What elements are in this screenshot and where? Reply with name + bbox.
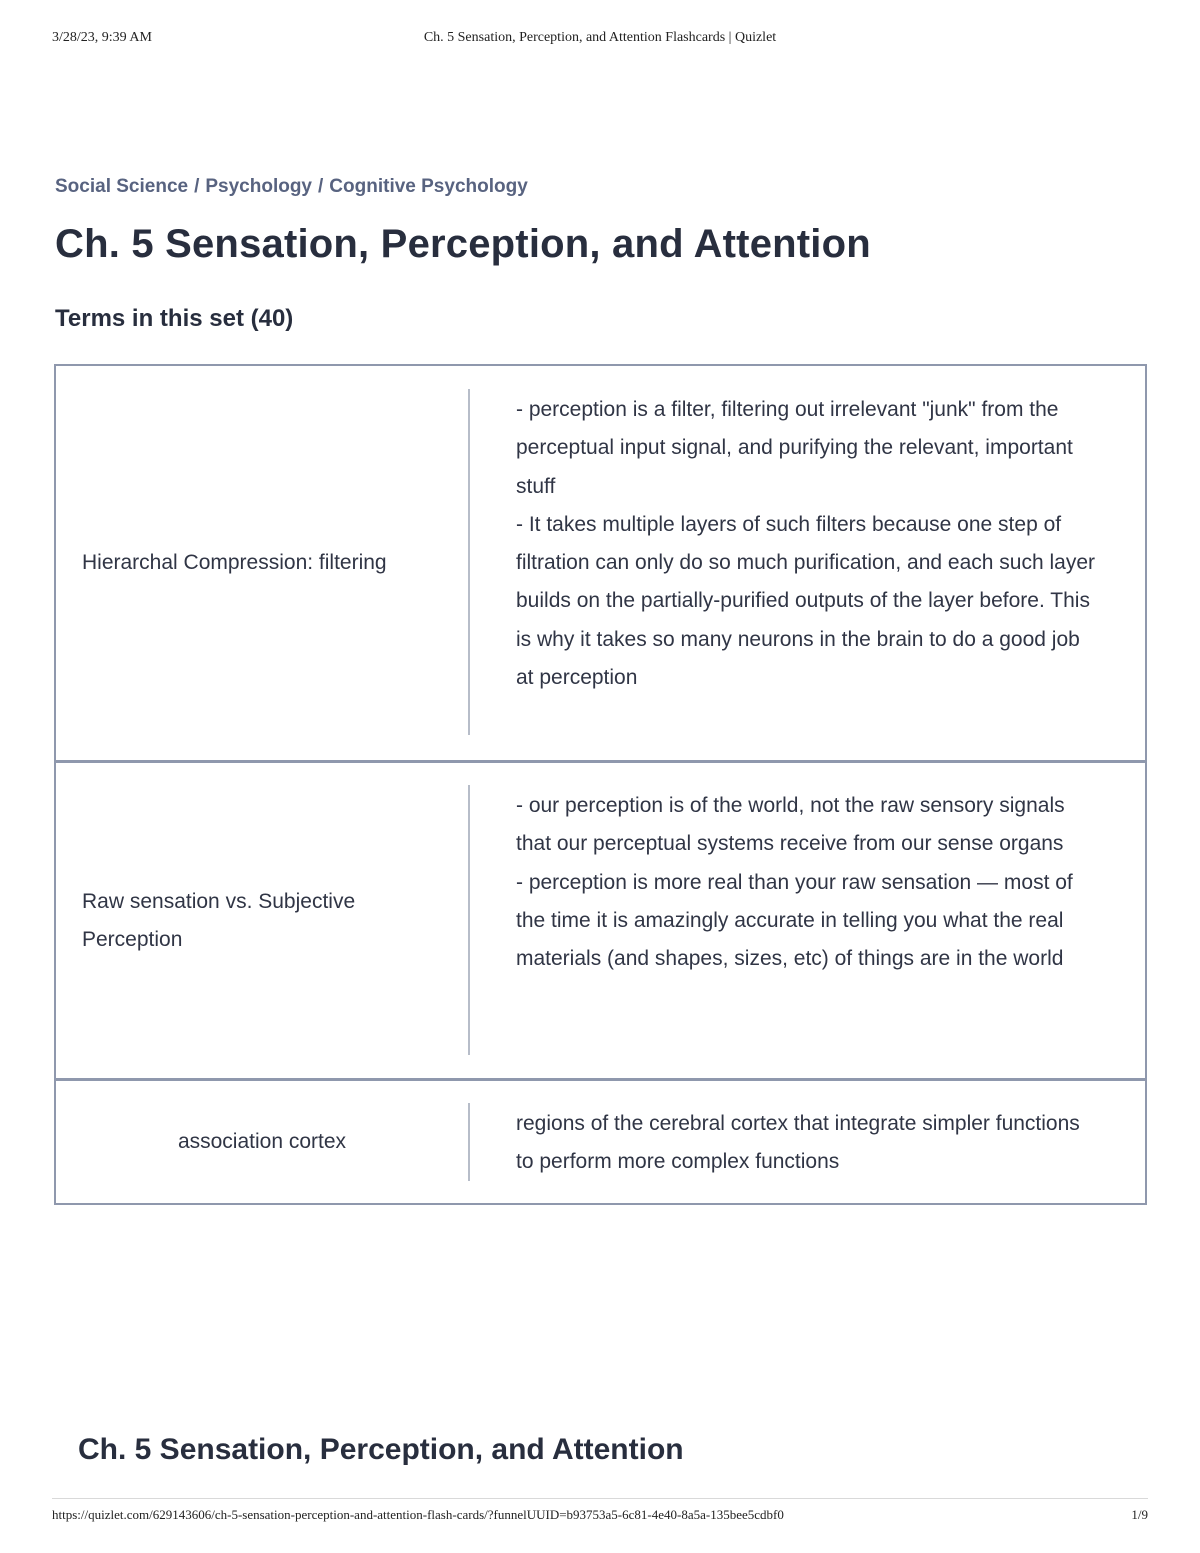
definition-line: - perception is a filter, filtering out irrelevant "junk" from the perceptual input signal, and purifying the relevant, important stuff [516,398,1073,498]
definition-line: - our perception is of the world, not the raw sensory signals that our perceptual systems receive from our sense organs [516,794,1065,856]
page-title: Ch. 5 Sensation, Perception, and Attention [55,222,871,266]
definition-line: - perception is more real than your raw sensation — most of the time it is amazingly accurate in telling you what the real materials (and shapes, sizes, etc) of things are in the world [516,870,1073,971]
print-date: 3/28/23, 9:39 AM [52,30,152,45]
breadcrumb-link-psychology[interactable]: Psychology [205,176,313,197]
print-header [52,30,1148,50]
term-definition-divider [468,1103,470,1181]
print-page-number: 1/9 [1131,1507,1148,1522]
breadcrumb-link-social-science[interactable]: Social Science [55,176,189,197]
breadcrumb-separator: / [194,176,200,197]
section-title: Ch. 5 Sensation, Perception, and Attention [78,1433,684,1466]
term-definition-divider [468,785,470,1055]
flashcard-row [56,1078,1145,1203]
terms-count-heading: Terms in this set (40) [55,305,294,332]
flashcard-row [56,760,1145,1078]
flashcard-term: Hierarchal Compression: filtering [82,551,387,574]
definition-line: regions of the cerebral cortex that integrate simpler functions to perform more complex functions [516,1112,1080,1174]
definition-line: - It takes multiple layers of such filters because one step of filtration can only do so much purification, and each such layer builds on the partially-purified outputs of the layer before. This is why it takes so many neurons in the brain to do a good job at perception [516,512,1095,690]
flashcard-definition [516,787,1096,978]
print-url: https://quizlet.com/629143606/ch-5-sensation-perception-and-attention-flash-cards/?funnelUUID=b93753a5-6c81-4e40-8a5a-135bee5cdbf0 [52,1507,784,1522]
term-definition-divider [468,389,470,735]
breadcrumb-separator: / [318,176,324,197]
flashcard-term: Raw sensation vs. Subjective Perception [82,889,356,951]
flashcard-term: association cortex [177,1130,347,1153]
print-document-title: Ch. 5 Sensation, Perception, and Attention Flashcards | Quizlet [423,30,777,45]
breadcrumb [55,176,528,198]
flashcard-definition [516,1105,1096,1182]
print-footer [52,1498,1148,1522]
flashcard-terms-table [54,364,1147,1205]
flashcard-definition [516,391,1096,697]
breadcrumb-link-cognitive-psychology[interactable]: Cognitive Psychology [329,176,528,197]
flashcard-row [56,366,1145,760]
